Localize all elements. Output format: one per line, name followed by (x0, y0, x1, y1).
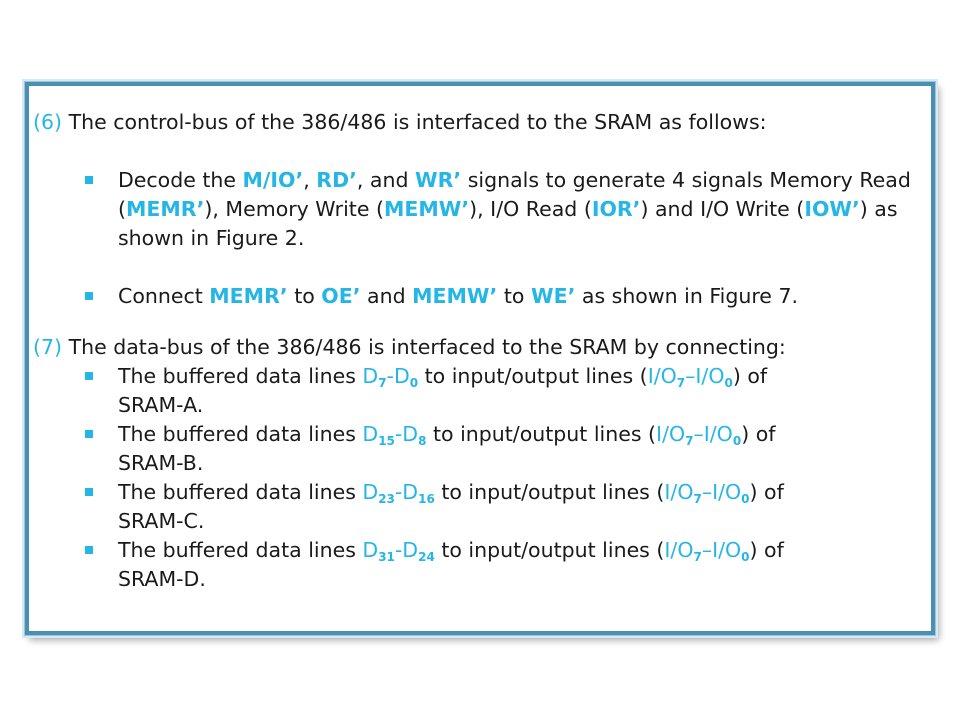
data-lines-range: $D_{31}-D_{24}$ (362, 538, 435, 564)
signal-mio: M/IO’ (242, 168, 304, 192)
data-lines-range: $D_{15}-D_8$ (362, 422, 427, 448)
sram-label: SRAM-C. (118, 509, 205, 533)
signal-wr: WR’ (415, 168, 462, 192)
signal-memw: MEMW’ (412, 284, 498, 308)
square-bullet-icon (85, 176, 93, 184)
signal-memr: MEMR’ (209, 284, 288, 308)
signal-iow: IOW’ (804, 197, 860, 221)
item-7-text: The data-bus of the 386/486 is interfaced to the SRAM by connecting: (62, 335, 786, 359)
signal-memr: MEMR’ (126, 197, 205, 221)
data-lines-range: $D_{23}-D_{16}$ (362, 480, 435, 506)
square-bullet-icon (85, 292, 93, 300)
slide-content (33, 108, 923, 594)
signal-ior: IOR’ (591, 197, 641, 221)
io-lines-range: $I/O_7-I/O_0$ (664, 480, 750, 506)
sram-label: SRAM-A. (118, 393, 204, 417)
signal-rd: RD’ (316, 168, 357, 192)
item-6-text: The control-bus of the 386/486 is interfaced to the SRAM as follows: (62, 110, 767, 134)
sram-label: SRAM-D. (118, 567, 206, 591)
item-6-number: (6) (33, 110, 63, 134)
io-lines-range: $I/O_7-I/O_0$ (647, 364, 733, 390)
io-lines-range: $I/O_7-I/O_0$ (656, 422, 742, 448)
item-7 (33, 333, 923, 362)
square-bullet-icon (85, 430, 93, 438)
sram-label: SRAM-B. (118, 451, 204, 475)
item-7-number: (7) (33, 335, 63, 359)
item-6 (33, 108, 923, 137)
io-lines-range: $I/O_7-I/O_0$ (664, 538, 750, 564)
bullet-decode-signals: Decode the M/IO’, RD’, and WR’ signals to generate 4 signals Memory Read (MEMR’), Memory Write (MEMW’), I/O Read (IOR’) and I/O Write (IOW’) as shown in Figure 2. (33, 166, 923, 253)
bullet-connect-memr: Connect MEMR’ to OE’ and MEMW’ to WE’ as shown in Figure 7. (33, 282, 923, 311)
bullet-data-lines-c: The buffered data lines $D_{23}-D_{16}$ to input/output lines $(I/O_7-I/O_0)$ of SRAM-C. (33, 478, 923, 536)
data-lines-range: $D_7-D_0$ (362, 364, 419, 390)
square-bullet-icon (85, 546, 93, 554)
square-bullet-icon (85, 372, 93, 380)
square-bullet-icon (85, 488, 93, 496)
signal-oe: OE’ (321, 284, 361, 308)
signal-memw: MEMW’ (383, 197, 470, 221)
bullet-data-lines-a: The buffered data lines $D_7-D_0$ to input/output lines $(I/O_7-I/O_0)$ of SRAM-A. (33, 362, 923, 420)
signal-we: WE’ (530, 284, 576, 308)
bullet-data-lines-d: The buffered data lines $D_{31}-D_{24}$ to input/output lines $(I/O_7-I/O_0)$ of SRAM-D. (33, 536, 923, 594)
bullet-data-lines-b: The buffered data lines $D_{15}-D_8$ to input/output lines $(I/O_7-I/O_0)$ of SRAM-B. (33, 420, 923, 478)
